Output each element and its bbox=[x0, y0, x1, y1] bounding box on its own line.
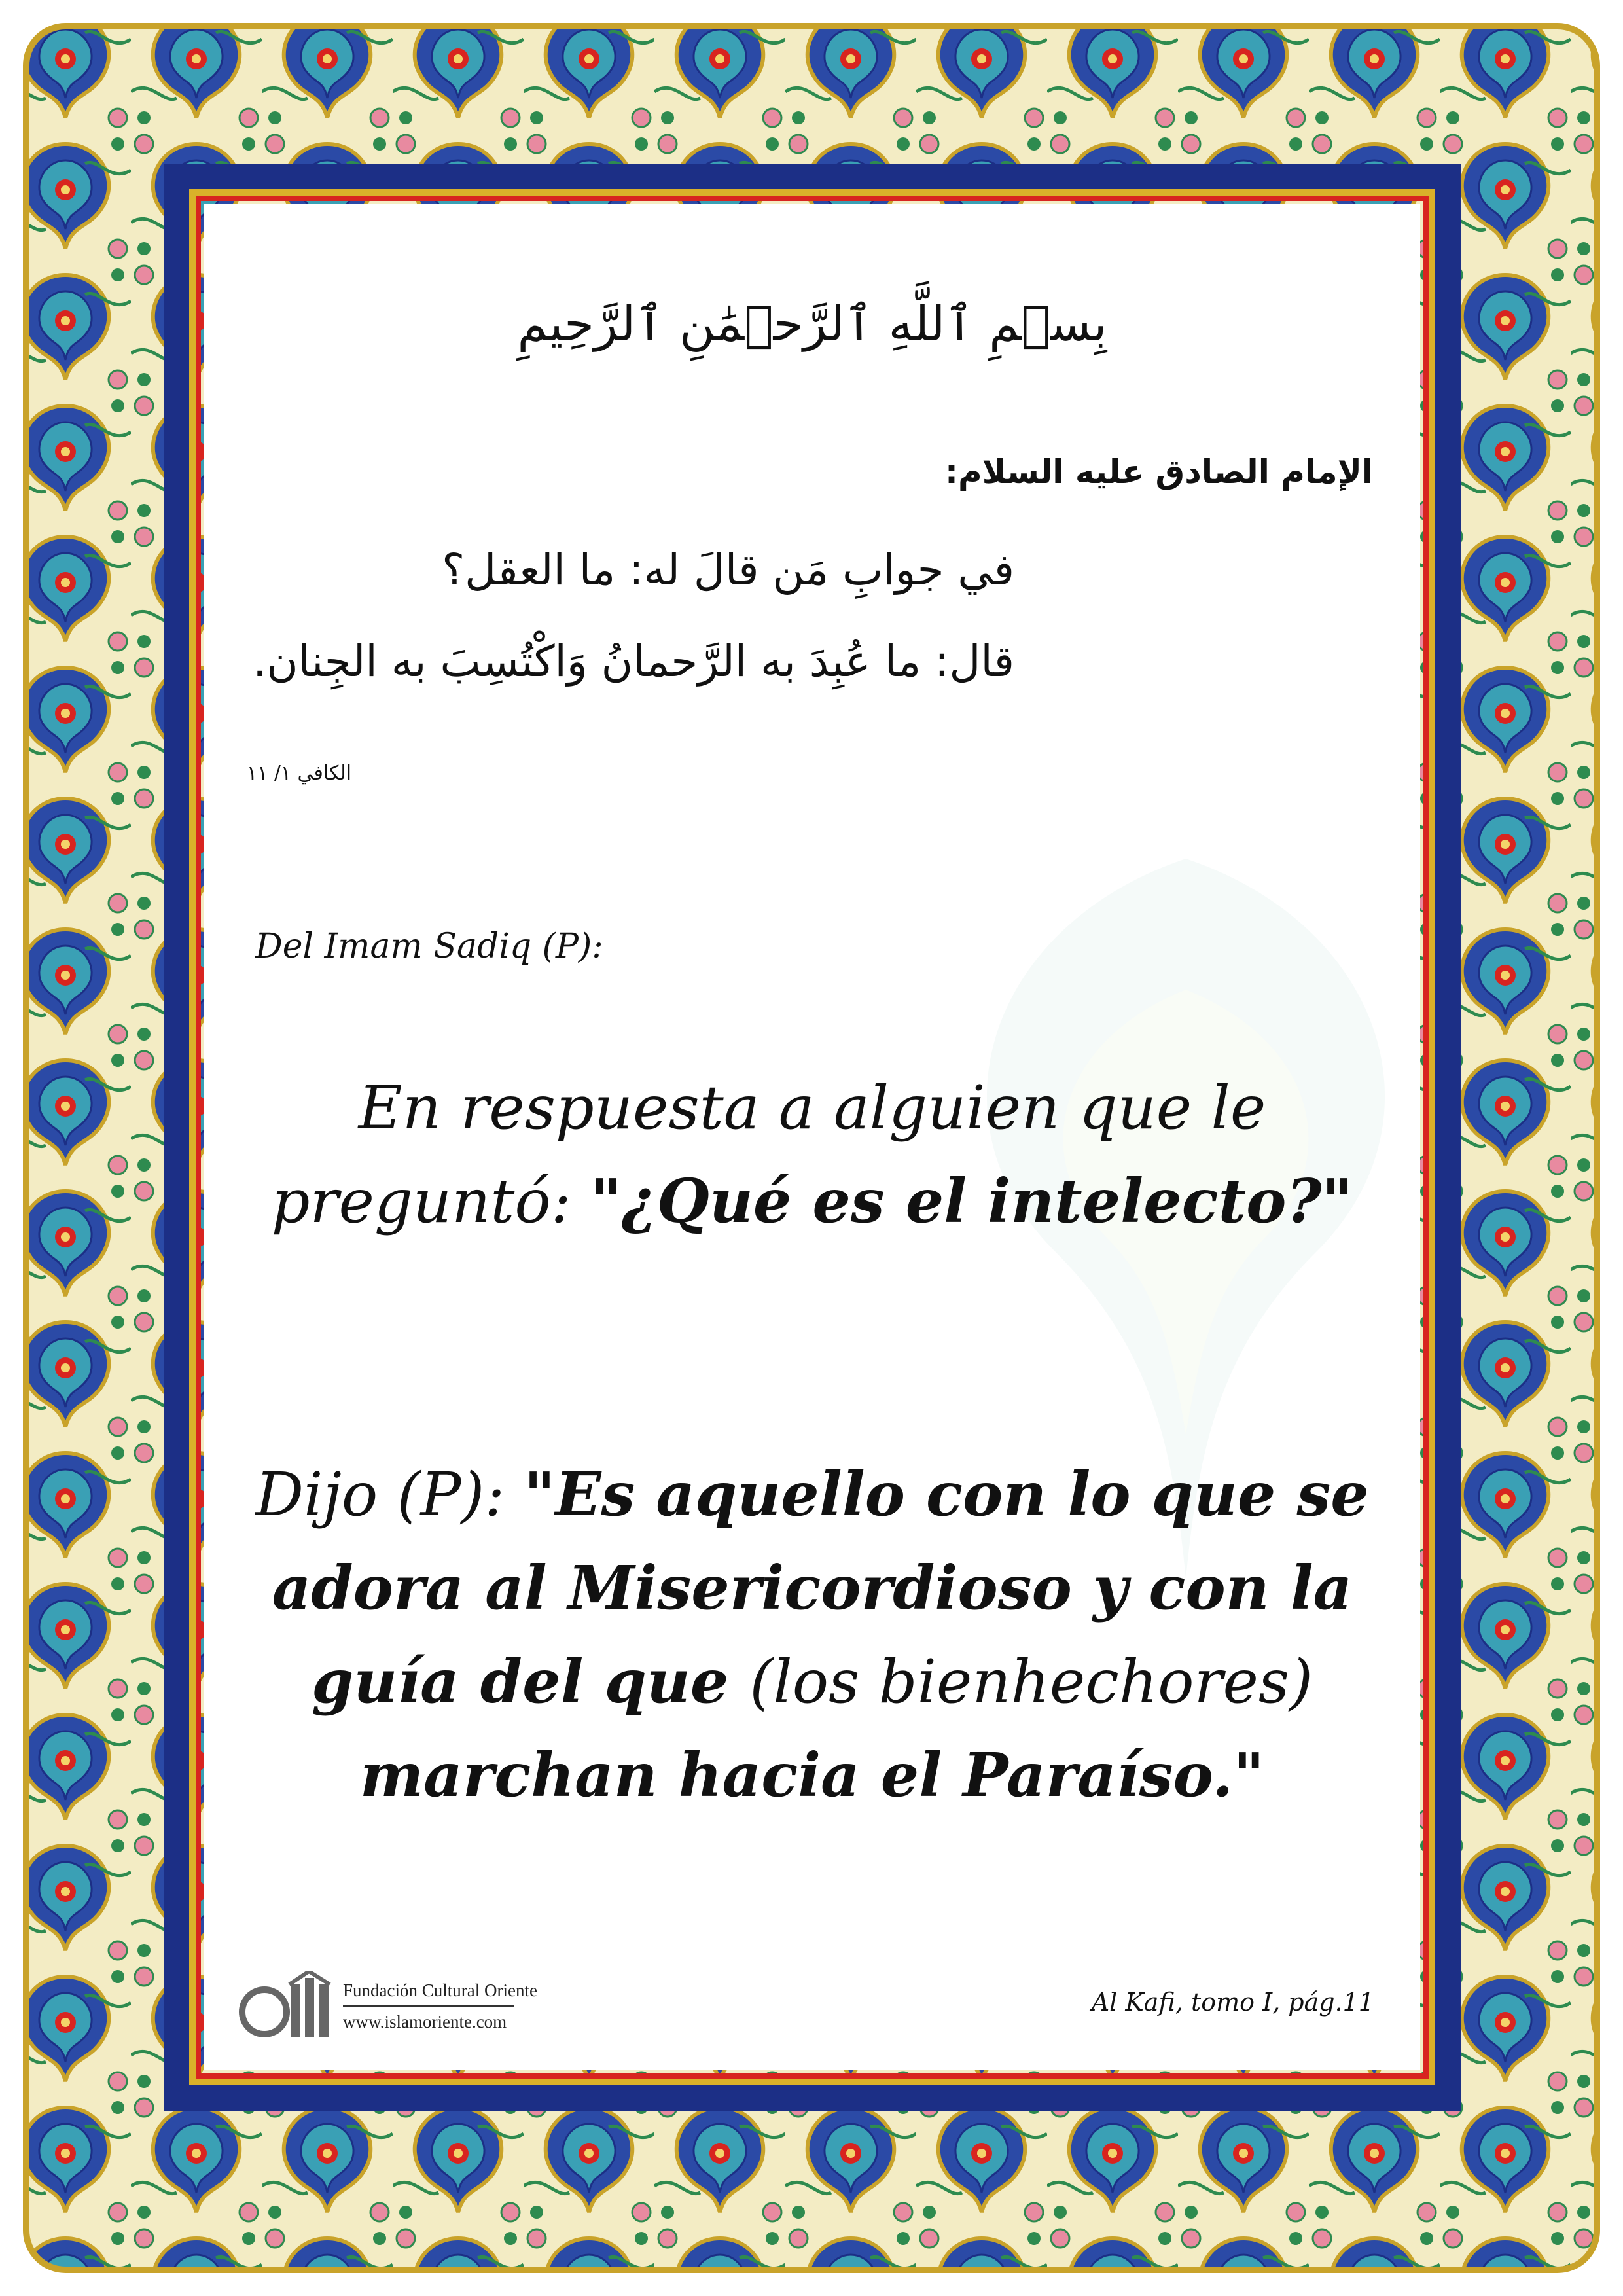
answer-bold-text-2: marchan hacia el Paraíso." bbox=[359, 1740, 1265, 1810]
logo-divider bbox=[343, 2005, 514, 2007]
question-plain-text: En respuesta a alguien que le preguntó: bbox=[271, 1073, 1266, 1236]
question-bold-text: "¿Qué es el intelecto?" bbox=[590, 1166, 1353, 1236]
spanish-attribution: Del Imam Sadiq (P): bbox=[255, 927, 603, 966]
spanish-question bbox=[204, 1062, 1420, 1248]
answer-bold-text-1: "Es aquello con lo que se adora al Misericordioso y con la guía del que bbox=[272, 1459, 1369, 1717]
arabic-attribution: الإمام الصادق عليه السلام: bbox=[945, 453, 1373, 491]
source-citation: Al Kafi, tomo I, pág.11 bbox=[1091, 1988, 1374, 2017]
organization-name: Fundación Cultural Oriente bbox=[343, 1981, 537, 2000]
logo-emblem-icon bbox=[238, 1971, 336, 2043]
content-panel bbox=[204, 204, 1420, 2070]
basmala-heading: بِسۡمِ ٱللَّهِ ٱلرَّحۡمَٰنِ ٱلرَّحِيمِ bbox=[517, 296, 1107, 352]
organization-logo bbox=[238, 1971, 537, 2050]
arabic-question: في جوابِ مَن قالَ له: ما العقل؟ bbox=[442, 545, 1014, 595]
answer-plain-text: Dijo (P): bbox=[255, 1460, 524, 1530]
arabic-reference: الكافي ١/ ١١ bbox=[247, 762, 352, 785]
answer-parenthetical: (los bienhechores) bbox=[749, 1647, 1313, 1717]
arabic-answer: قال: ما عُبِدَ به الرَّحمانُ وَاكْتُسِبَ به الجِنان. bbox=[253, 636, 1014, 687]
organization-url: www.islamoriente.com bbox=[343, 2012, 507, 2032]
spanish-answer bbox=[204, 1448, 1420, 1822]
